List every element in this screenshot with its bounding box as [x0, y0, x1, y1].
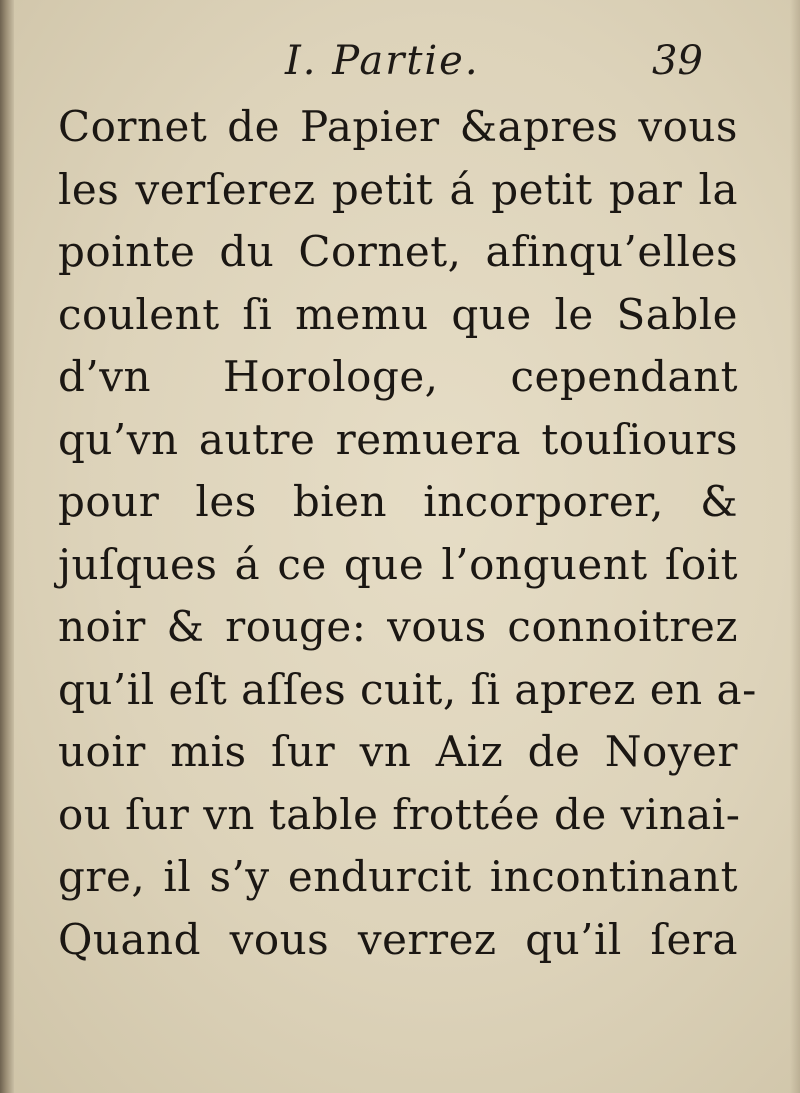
text-line: gre, il s’y endurcit incontinant: [58, 852, 738, 901]
text-line: coulent ſi memu que le Sable: [58, 289, 738, 339]
text-line: Cornet de Papier &apres vous: [58, 102, 738, 151]
text-line: pour les bien incorporer, &: [58, 477, 738, 526]
running-header: [0, 38, 800, 98]
text-line: noir & rouge: vous connoitrez: [58, 602, 738, 651]
page-edge-shadow: [790, 0, 800, 1093]
text-line: Quand vous verrez qu’il ſera: [58, 914, 738, 964]
text-line: les verſerez petit á petit par la: [58, 164, 738, 214]
text-line: juſques á ce que l’onguent ſoit: [58, 539, 738, 589]
book-spine-shadow: [0, 0, 14, 1093]
page-number: 39: [652, 38, 703, 84]
body-text: [58, 96, 757, 971]
running-title: I. Partie.: [285, 38, 480, 84]
text-line: uoir mis ſur vn Aiz de Noyer: [58, 727, 738, 776]
text-line: qu’vn autre remuera touſiours: [58, 414, 738, 464]
text-line: ou ſur vn table frottée de vinai-: [58, 789, 741, 839]
text-line: qu’il eſt aſſes cuit, ſi aprez en a-: [58, 664, 757, 714]
text-line: d’vn Horologe, cependant: [58, 352, 738, 401]
text-line: pointe du Cornet, afinqu’elles: [58, 227, 738, 276]
